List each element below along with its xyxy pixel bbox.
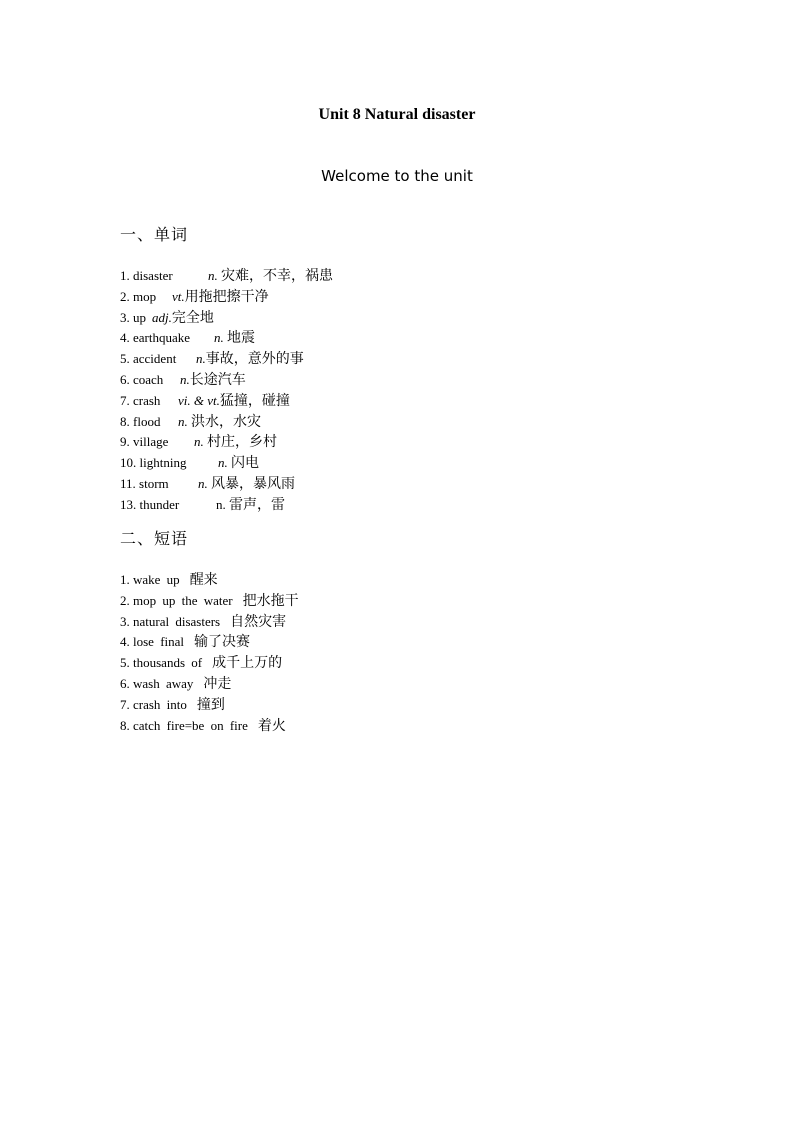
item-number: 4.: [120, 330, 130, 346]
phrase-item: [120, 695, 299, 716]
chinese-meaning: 长途汽车: [189, 371, 246, 388]
item-number: 9.: [120, 434, 130, 450]
vocabulary-term: [120, 308, 152, 329]
english-phrase: lose final: [133, 634, 185, 650]
english-word: lightning: [139, 455, 187, 471]
vocabulary-item: [120, 349, 333, 370]
vocabulary-list: [120, 266, 333, 516]
phrase-item: [120, 716, 299, 737]
chinese-meaning: 猛撞，碰撞: [219, 392, 290, 409]
english-word: storm: [139, 475, 169, 491]
phrase-list: [120, 570, 299, 736]
chinese-meaning: 自然灾害: [230, 613, 287, 630]
chinese-meaning: 冲走: [203, 675, 232, 692]
phrase-item: [120, 591, 299, 612]
item-number: 8.: [120, 717, 130, 733]
vocabulary-item: [120, 412, 333, 433]
vocabulary-term: [120, 370, 180, 391]
phrase-item: [120, 612, 299, 633]
vocabulary-item: [120, 495, 333, 516]
english-word: up: [133, 309, 146, 325]
phrase-item: [120, 632, 299, 653]
item-number: 6.: [120, 371, 130, 387]
english-phrase: catch fire=be on fire: [133, 717, 248, 733]
vocabulary-term: [120, 349, 196, 370]
chinese-meaning: 把水拖干: [242, 592, 299, 609]
vocabulary-term: [120, 287, 172, 308]
part-of-speech: vt.: [172, 288, 185, 304]
chinese-meaning: 醒来: [189, 572, 218, 588]
part-of-speech: n.: [214, 330, 224, 346]
english-phrase: thousands of: [133, 655, 203, 671]
item-number: 2.: [120, 592, 130, 608]
chinese-meaning: 输了决赛: [194, 634, 251, 651]
phrase-item: [120, 653, 299, 674]
english-phrase: mop up the water: [133, 592, 233, 608]
english-phrase: wake up: [133, 572, 180, 587]
vocabulary-item: [120, 391, 333, 412]
item-number: 7.: [120, 696, 130, 712]
vocabulary-term: [120, 412, 178, 433]
chinese-meaning: 村庄，乡村: [207, 434, 277, 451]
item-number: 2.: [120, 288, 130, 304]
item-number: 5.: [120, 655, 130, 671]
chinese-meaning: 用拖把擦干净: [184, 288, 269, 305]
english-word: mop: [133, 288, 157, 304]
vocabulary-item: [120, 308, 333, 329]
item-number: 8.: [120, 413, 130, 429]
english-phrase: wash away: [133, 675, 194, 691]
item-number: 3.: [120, 613, 130, 629]
part-of-speech: n.: [208, 268, 218, 283]
chinese-meaning: 事故，意外的事: [205, 351, 304, 368]
section-heading-phrases: 二、短语: [120, 529, 189, 548]
vocabulary-item: [120, 370, 333, 391]
english-word: earthquake: [133, 330, 191, 346]
vocabulary-term: [120, 453, 218, 474]
part-of-speech: vi. & vt.: [178, 392, 220, 408]
vocabulary-term: [120, 328, 214, 349]
vocabulary-term: [120, 391, 178, 412]
vocabulary-term: [120, 432, 194, 453]
vocabulary-term: [120, 474, 198, 495]
english-word: thunder: [139, 496, 180, 512]
item-number: 5.: [120, 351, 130, 367]
english-phrase: crash into: [133, 696, 187, 712]
chinese-meaning: 成千上万的: [212, 655, 283, 672]
part-of-speech: n.: [180, 371, 190, 387]
page-subtitle: Welcome to the unit: [321, 167, 473, 185]
chinese-meaning: 着火: [257, 717, 286, 734]
english-word: coach: [133, 371, 164, 387]
item-number: 1.: [120, 572, 130, 587]
part-of-speech: n.: [198, 475, 208, 491]
part-of-speech: adj.: [152, 309, 172, 325]
english-word: flood: [133, 413, 161, 429]
english-phrase: natural disasters: [133, 613, 221, 629]
english-word: crash: [133, 392, 161, 408]
part-of-speech: n.: [194, 434, 204, 450]
vocabulary-term: [120, 495, 216, 516]
english-word: village: [133, 434, 169, 450]
item-number: 4.: [120, 634, 130, 650]
item-number: 1.: [120, 268, 130, 283]
phrase-item: [120, 570, 299, 591]
chinese-meaning: 雷声，雷: [229, 496, 285, 513]
vocabulary-item: [120, 266, 333, 287]
chinese-meaning: 风暴，暴风雨: [211, 475, 295, 492]
chinese-meaning: 完全地: [171, 309, 214, 326]
chinese-meaning: 地震: [227, 330, 255, 347]
chinese-meaning: 洪水，水灾: [191, 413, 261, 430]
section-heading-words: 一、单词: [120, 225, 189, 244]
vocabulary-term: [120, 266, 208, 287]
item-number: 10.: [120, 455, 137, 471]
chinese-meaning: 撞到: [196, 696, 225, 713]
part-of-speech: n.: [196, 351, 206, 367]
english-word: accident: [133, 351, 177, 367]
phrase-item: [120, 674, 299, 695]
part-of-speech: n.: [218, 455, 228, 471]
page-title: Unit 8 Natural disaster: [318, 106, 476, 123]
item-number: 6.: [120, 675, 130, 691]
item-number: 7.: [120, 392, 130, 408]
english-word: disaster: [133, 268, 173, 283]
vocabulary-item: [120, 328, 333, 349]
vocabulary-item: [120, 432, 333, 453]
item-number: 13.: [120, 496, 137, 512]
vocabulary-item: [120, 453, 333, 474]
item-number: 3.: [120, 309, 130, 325]
item-number: 11.: [120, 475, 136, 491]
part-of-speech: n.: [178, 413, 188, 429]
chinese-meaning: 闪电: [231, 455, 259, 472]
vocabulary-item: [120, 287, 333, 308]
chinese-meaning: 灾难，不幸，祸患: [221, 268, 333, 284]
part-of-speech: n.: [216, 496, 226, 512]
vocabulary-item: [120, 474, 333, 495]
